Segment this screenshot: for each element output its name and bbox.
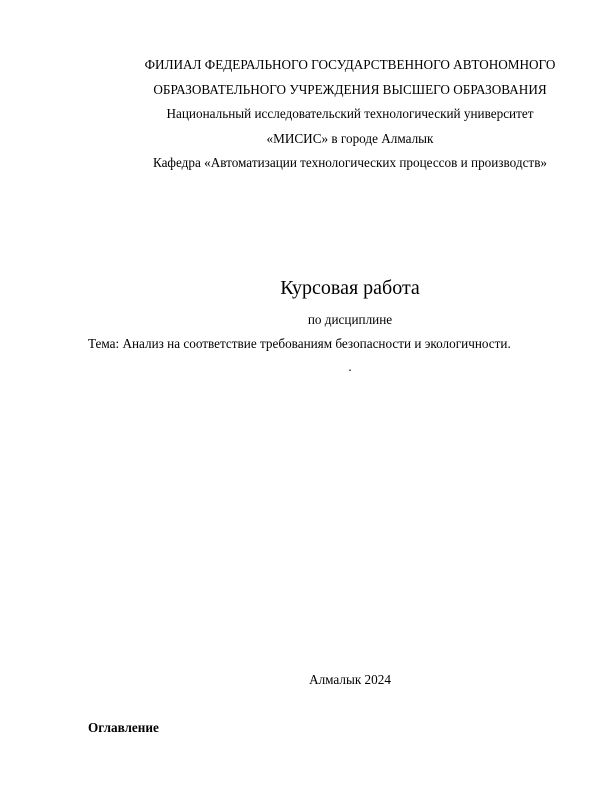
org-name-line-2: ОБРАЗОВАТЕЛЬНОГО УЧРЕЖДЕНИЯ ВЫСШЕГО ОБРАЗОВАНИЯ xyxy=(153,82,547,97)
dot-separator: . xyxy=(348,359,352,374)
topic-line: Тема: Анализ на соответствие требованиям безопасности и экологичности. xyxy=(88,336,511,351)
document-type-title: Курсовая работа xyxy=(280,277,420,299)
table-of-contents-heading: Оглавление xyxy=(88,720,159,735)
discipline-label: по дисциплине xyxy=(307,312,393,327)
place-and-year: Алмалык 2024 xyxy=(309,672,391,687)
org-name-line-1: ФИЛИАЛ ФЕДЕРАЛЬНОГО ГОСУДАРСТВЕННОГО АВТОНОМНОГО xyxy=(144,57,556,72)
university-city-line: «МИСИС» в городе Алмалык xyxy=(266,131,434,146)
university-name: Национальный исследовательский технологический университет xyxy=(166,106,534,121)
department-name: Кафедра «Автоматизации технологических процессов и производств» xyxy=(152,155,548,170)
